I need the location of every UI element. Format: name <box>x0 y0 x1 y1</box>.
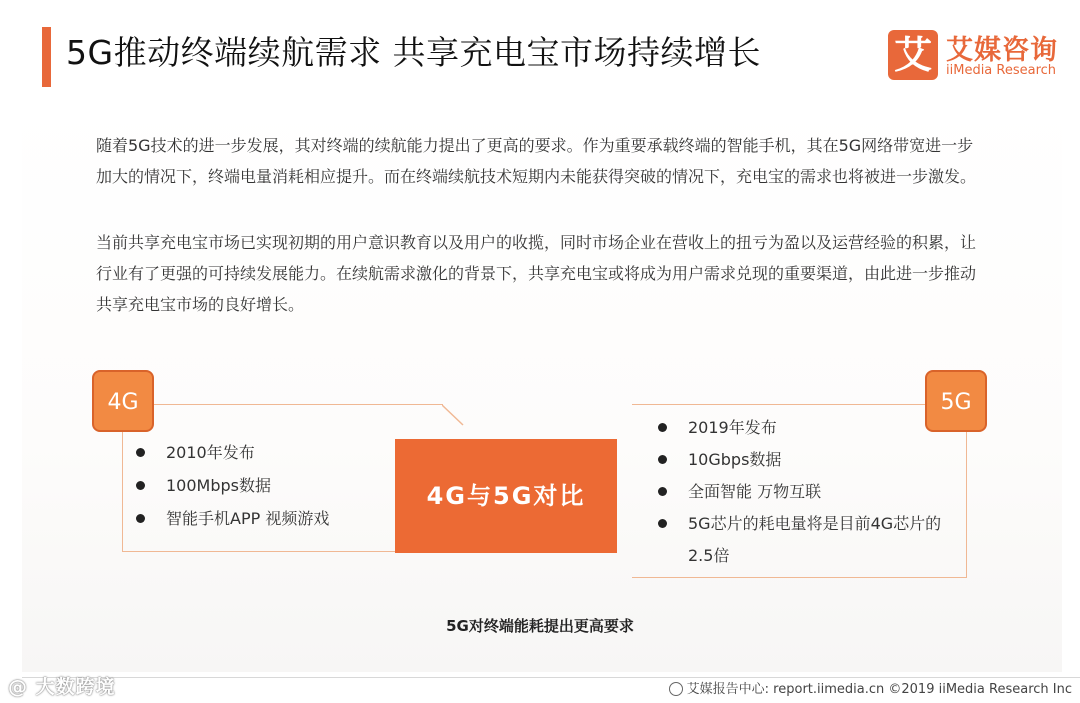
logo-name-cn: 艾媒咨询 <box>946 35 1058 66</box>
iimedia-logo <box>888 30 1068 82</box>
4g-feature-list <box>136 436 329 535</box>
intro-paragraph-2: 当前共享充电宝市场已实现初期的用户意识教育以及用户的收揽，同时市场企业在营收上的扭亏为盈以及运营经验的积累，让行业有了更强的可持续发展能力。在续航需求激化的背景下，共享充电宝或将成为用户需求兑现的重要渠道，由此进一步推动共享充电宝市场的良好增长。 <box>96 233 977 314</box>
5g-feature-list <box>658 412 978 572</box>
intro-paragraph-1: 随着5G技术的进一步发展，其对终端的续航能力提出了更高的要求。作为重要承载终端的智能手机，其在5G网络带宽进一步加大的情况下，终端电量消耗相应提升。而在终端续航技术短期内未能获得突破的情况下，充电宝的需求也将被进一步激发。 <box>96 136 977 186</box>
footer-text: 艾媒报告中心: report.iimedia.cn ©2019 iiMedia Research Inc <box>686 682 1072 697</box>
title-accent-bar <box>42 27 51 87</box>
watermark: @ 大数跨境 <box>8 676 116 698</box>
footer <box>669 680 1072 700</box>
footer-divider <box>22 677 1080 678</box>
figure-caption: 5G对终端能耗提出更高要求 <box>446 617 634 635</box>
4g-feature-item: 100Mbps数据 <box>136 469 329 502</box>
5g-badge: 5G <box>925 370 987 432</box>
5g-feature-item: 2019年发布 <box>658 412 978 444</box>
comparison-center-label: 4G与5G对比 <box>395 439 617 553</box>
logo-mark: 艾 <box>888 30 938 80</box>
4g-feature-item: 2010年发布 <box>136 436 329 469</box>
4g-badge: 4G <box>92 370 154 432</box>
5g-feature-item: 全面智能 万物互联 <box>658 476 978 508</box>
logo-name-en: iiMedia Research <box>946 63 1057 78</box>
globe-icon <box>669 682 683 696</box>
5g-feature-item: 5G芯片的耗电量将是目前4G芯片的2.5倍 <box>658 508 958 572</box>
5g-feature-item: 10Gbps数据 <box>658 444 978 476</box>
page-title: 5G推动终端续航需求 共享充电宝市场持续增长 <box>66 33 762 72</box>
4g-feature-item: 智能手机APP 视频游戏 <box>136 502 329 535</box>
4g-frame-connector <box>442 404 464 426</box>
